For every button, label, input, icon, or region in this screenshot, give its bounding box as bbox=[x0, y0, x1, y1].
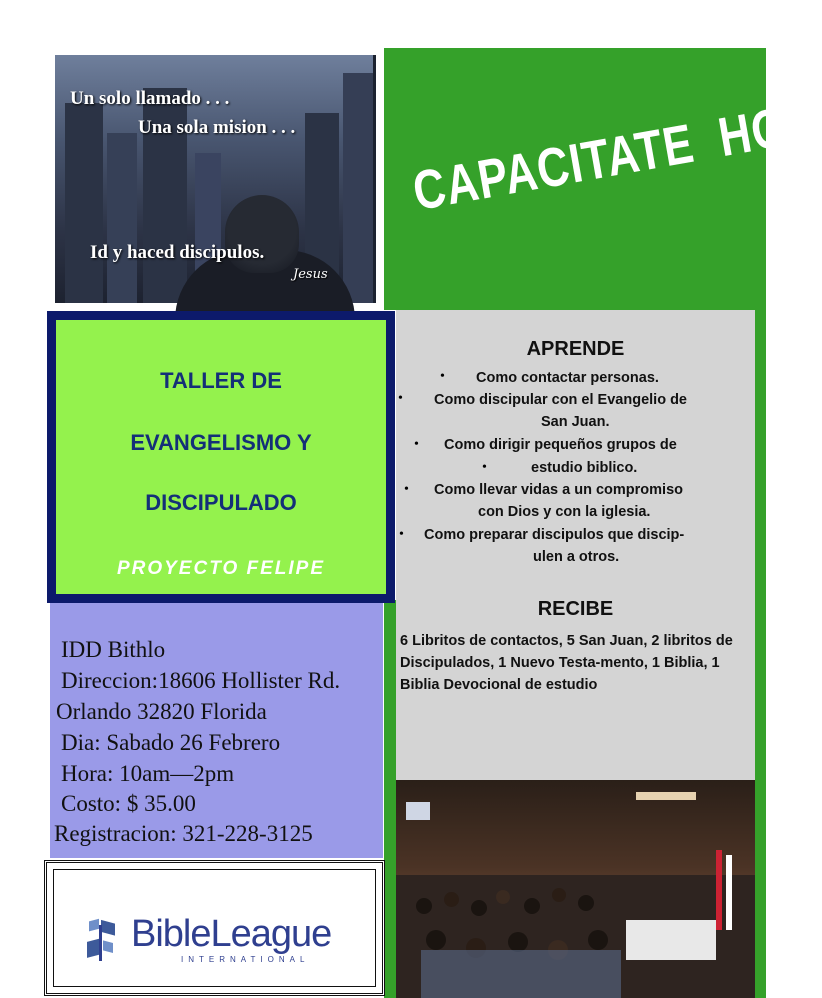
bullet-icon: • bbox=[398, 391, 403, 406]
aprende-line: Como preparar discipulos que discip- bbox=[424, 527, 685, 543]
recibe-text: 6 Libritos de contactos, 5 San Juan, 2 libritos de Discipulados, 1 Nuevo Testa-mento, 1 Biblia, 1 Biblia Devocional de estudio bbox=[400, 633, 733, 693]
bullet-icon: • bbox=[399, 527, 404, 542]
event-address: Direccion:18606 Hollister Rd. bbox=[61, 668, 341, 693]
aprende-heading: APRENDE bbox=[526, 338, 625, 360]
event-details-box bbox=[50, 603, 383, 858]
workshop-title-box bbox=[47, 311, 395, 603]
photo-line-3: Id y haced discipulos. bbox=[90, 242, 265, 263]
bullet-icon: • bbox=[414, 437, 419, 452]
monitor bbox=[406, 802, 430, 820]
workshop-title-line-1: TALLER DE bbox=[160, 368, 282, 393]
event-registration: Registracion: 321-228-3125 bbox=[54, 821, 313, 846]
conference-room-photo bbox=[396, 780, 755, 998]
workshop-title-inner bbox=[56, 320, 386, 594]
bullet-icon: • bbox=[440, 369, 445, 384]
event-cost: Costo: $ 35.00 bbox=[61, 791, 196, 816]
event-time: Hora: 10am—2pm bbox=[61, 761, 235, 786]
right-green-stripe bbox=[755, 310, 766, 998]
aprende-line: estudio biblico. bbox=[531, 460, 638, 476]
event-place: IDD Bithlo bbox=[61, 637, 166, 662]
aprende-line: San Juan. bbox=[541, 414, 610, 430]
recibe-heading: RECIBE bbox=[537, 598, 614, 620]
bible-league-logo-box bbox=[44, 860, 385, 996]
workshop-title-line-3: DISCIPULADO bbox=[145, 490, 297, 515]
aprende-line: Como dirigir pequeños grupos de bbox=[444, 437, 677, 453]
aprende-line: Como discipular con el Evangelio de bbox=[434, 392, 687, 408]
headline-panel bbox=[384, 48, 822, 310]
event-day: Dia: Sabado 26 Febrero bbox=[61, 730, 281, 755]
event-city: Orlando 32820 Florida bbox=[56, 699, 267, 724]
table bbox=[626, 920, 716, 960]
aprende-line: Como contactar personas. bbox=[476, 370, 659, 386]
aprende-line: ulen a otros. bbox=[533, 549, 620, 565]
city-photo bbox=[55, 55, 376, 303]
middle-green-stripe bbox=[384, 600, 396, 998]
project-name: PROYECTO FELIPE bbox=[116, 558, 326, 579]
logo-subtitle: INTERNATIONAL bbox=[181, 955, 310, 964]
logo-wordmark: BibleLeague bbox=[131, 913, 332, 955]
info-panel bbox=[396, 310, 755, 780]
photo-line-2: Una sola mision . . . bbox=[138, 117, 296, 138]
aprende-line: Como llevar vidas a un compromiso bbox=[434, 482, 683, 498]
aprende-line: con Dios y con la iglesia. bbox=[478, 504, 651, 520]
photo-line-1: Un solo llamado . . . bbox=[70, 88, 230, 109]
bullet-icon: • bbox=[404, 482, 409, 497]
signature: Jesus bbox=[293, 267, 328, 282]
bullet-icon: • bbox=[482, 460, 487, 475]
book-tree-icon bbox=[83, 905, 123, 965]
headline: CAPACITATE HOY bbox=[408, 91, 822, 223]
workshop-title-line-2: EVANGELISMO Y bbox=[130, 430, 312, 455]
